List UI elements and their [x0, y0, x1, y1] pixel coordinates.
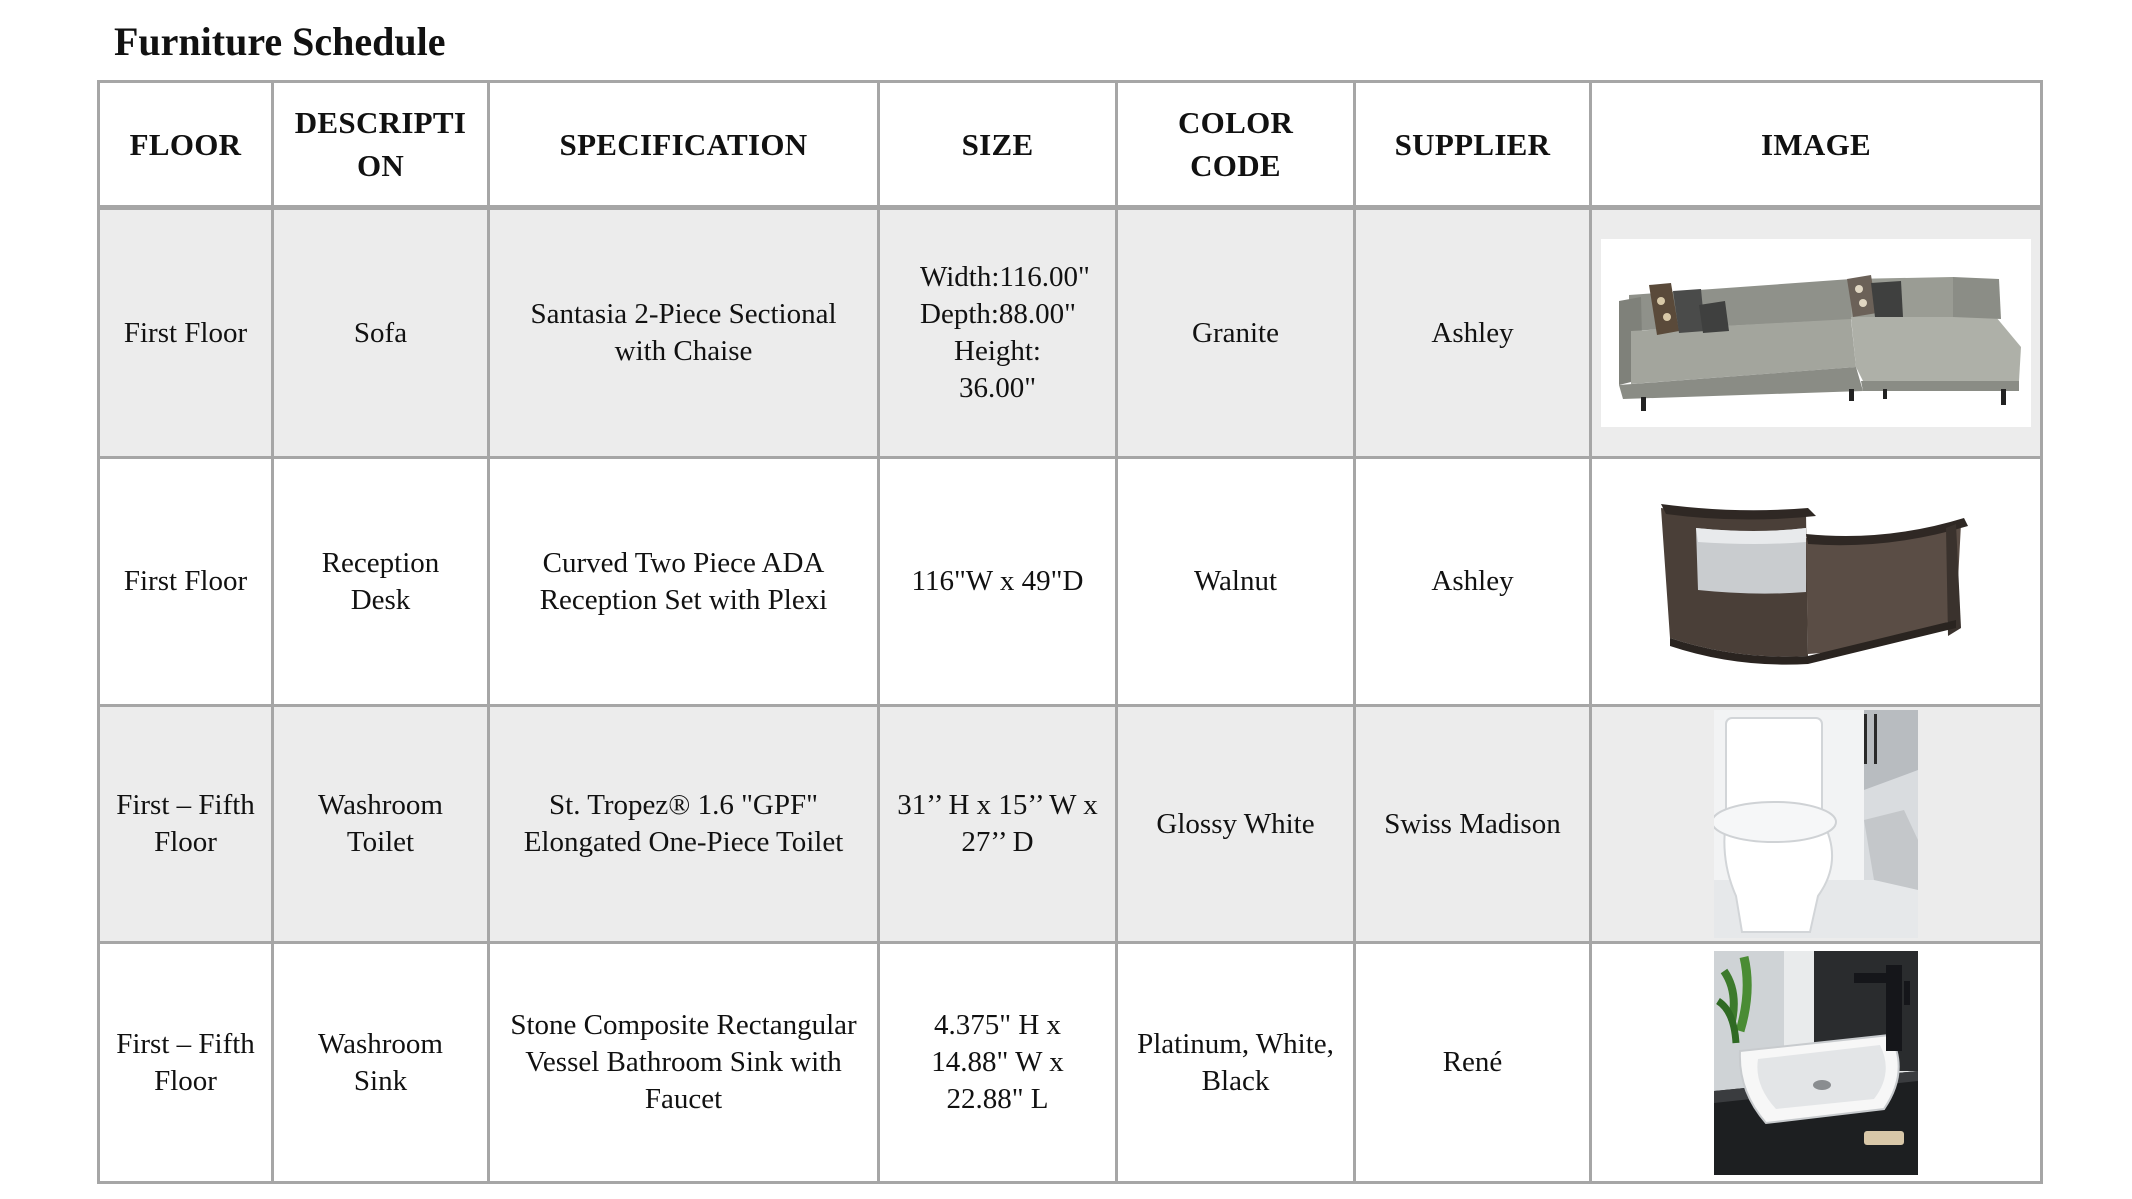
table-row [99, 208, 2042, 458]
cell-color-code: Platinum, White, Black [1117, 943, 1355, 1183]
table-row [99, 943, 2042, 1183]
cell-size: 31’’ H x 15’’ W x 27’’ D [879, 706, 1117, 943]
sectional-sofa-image [1601, 239, 2031, 427]
cell-supplier: Ashley [1355, 208, 1591, 458]
cell-size: 4.375" H x 14.88" W x 22.88" L [879, 943, 1117, 1183]
cell-specification: Stone Composite Rectangular Vessel Bathroom Sink with Faucet [489, 943, 879, 1183]
cell-image [1591, 458, 2042, 706]
header-size: SIZE [879, 82, 1117, 208]
vessel-sink-image [1714, 951, 1918, 1175]
cell-image [1591, 706, 2042, 943]
cell-size: Width:116.00" Depth:88.00" Height: 36.00" [879, 208, 1117, 458]
cell-supplier: Ashley [1355, 458, 1591, 706]
cell-specification: St. Tropez® 1.6 "GPF" Elongated One-Piece Toilet [489, 706, 879, 943]
cell-floor: First Floor [99, 458, 273, 706]
header-description: DESCRIPTI ON [273, 82, 489, 208]
reception-desk-image [1656, 488, 1976, 676]
header-specification: SPECIFICATION [489, 82, 879, 208]
cell-floor: First – Fifth Floor [99, 706, 273, 943]
furniture-schedule-table [97, 80, 2043, 1184]
cell-color-code: Walnut [1117, 458, 1355, 706]
header-row [99, 82, 2042, 208]
cell-image [1591, 943, 2042, 1183]
cell-description: Sofa [273, 208, 489, 458]
cell-description: Washroom Sink [273, 943, 489, 1183]
table-row [99, 458, 2042, 706]
cell-image [1591, 208, 2042, 458]
cell-description: Reception Desk [273, 458, 489, 706]
cell-description: Washroom Toilet [273, 706, 489, 943]
table-row [99, 706, 2042, 943]
page-title: Furniture Schedule [114, 19, 446, 64]
cell-color-code: Glossy White [1117, 706, 1355, 943]
header-color-code: COLOR CODE [1117, 82, 1355, 208]
cell-supplier: Swiss Madison [1355, 706, 1591, 943]
cell-floor: First Floor [99, 208, 273, 458]
cell-specification: Santasia 2-Piece Sectional with Chaise [489, 208, 879, 458]
cell-floor: First – Fifth Floor [99, 943, 273, 1183]
cell-color-code: Granite [1117, 208, 1355, 458]
cell-specification: Curved Two Piece ADA Reception Set with Plexi [489, 458, 879, 706]
cell-supplier: René [1355, 943, 1591, 1183]
header-floor: FLOOR [99, 82, 273, 208]
toilet-image [1714, 710, 1918, 938]
header-image: IMAGE [1591, 82, 2042, 208]
cell-size: 116"W x 49"D [879, 458, 1117, 706]
header-supplier: SUPPLIER [1355, 82, 1591, 208]
